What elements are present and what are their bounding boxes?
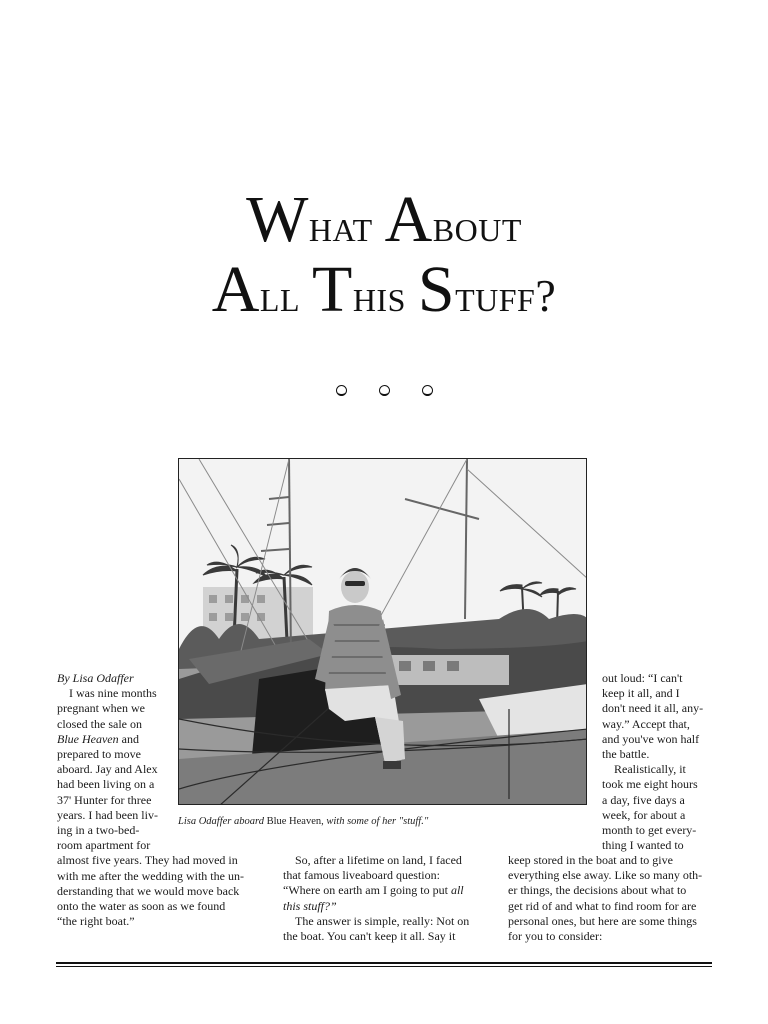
title-line-1: What About bbox=[246, 183, 522, 256]
text-line: month to get every- bbox=[602, 823, 697, 838]
text-line: So, after a lifetime on land, I faced bbox=[295, 853, 462, 867]
text-line: the boat. You can't keep it all. Say it bbox=[283, 929, 456, 944]
text-line: I was nine months bbox=[69, 686, 157, 701]
text-line: for you to consider: bbox=[508, 929, 603, 944]
text-line: The answer is simple, really: Not on bbox=[295, 913, 470, 928]
footer-rule bbox=[56, 962, 712, 964]
text-line: aboard. Jay and Alex bbox=[57, 762, 158, 777]
text-line: pregnant when we bbox=[57, 701, 145, 716]
text-line: “Where on earth am I going to put all bbox=[283, 883, 464, 898]
text-line: onto the water as soon as we found bbox=[57, 899, 226, 914]
text-line: that famous liveaboard question: bbox=[283, 868, 440, 883]
text-line: with me after the wedding with the un- bbox=[57, 868, 244, 883]
text-line: the battle. bbox=[602, 747, 650, 762]
title-line-2: All This Stuff? bbox=[211, 253, 557, 326]
text-line: Realistically, it bbox=[614, 762, 686, 777]
text-line: “the right boat.” bbox=[57, 914, 135, 929]
text-line: everything else away. Like so many oth- bbox=[508, 868, 703, 883]
ornament-circle-icon bbox=[422, 385, 433, 396]
photo-caption: Lisa Odaffer aboard Blue Heaven, with some of her "stuff." bbox=[178, 816, 429, 827]
text-line: took me eight hours bbox=[602, 777, 698, 792]
text-line: years. I had been liv- bbox=[57, 807, 158, 822]
text-line: 37' Hunter for three bbox=[57, 792, 152, 807]
text-line: a day, five days a bbox=[602, 792, 685, 807]
text-line: prepared to move bbox=[57, 747, 141, 762]
column-3-top bbox=[602, 671, 722, 853]
column-1 bbox=[57, 671, 285, 929]
text-line: room apartment for bbox=[57, 838, 151, 853]
text-line: and you've won half bbox=[602, 731, 700, 746]
text-line: keep it all, and I bbox=[602, 686, 680, 701]
text-line: this stuff?” bbox=[283, 898, 337, 913]
text-line: keep stored in the boat and to give bbox=[508, 853, 673, 867]
text-line: Blue Heaven and bbox=[57, 731, 139, 746]
text-line: er things, the decisions about what to bbox=[508, 883, 687, 898]
text-line: way.” Accept that, bbox=[602, 716, 690, 731]
ornament-circle-icon bbox=[336, 385, 347, 396]
text-line: derstanding that we would move back bbox=[57, 883, 240, 898]
title-ornament bbox=[0, 383, 768, 401]
text-line: had been living on a bbox=[57, 777, 155, 792]
text-line: don't need it all, any- bbox=[602, 701, 704, 716]
text-line: get rid of and what to find room for are bbox=[508, 898, 697, 913]
text-line: closed the sale on bbox=[57, 716, 142, 731]
article-title bbox=[0, 183, 768, 328]
text-line: out loud: “I can't bbox=[602, 671, 683, 685]
text-line: personal ones, but here are some things bbox=[508, 913, 697, 928]
text-line: thing I wanted to bbox=[602, 838, 684, 853]
column-2 bbox=[283, 853, 493, 944]
text-line: week, for about a bbox=[602, 807, 686, 822]
text-line: ing in a two-bed- bbox=[57, 823, 140, 838]
byline: By Lisa Odaffer bbox=[57, 671, 134, 685]
column-3-bottom bbox=[508, 853, 723, 944]
text-line: almost five years. They had moved in bbox=[57, 853, 238, 868]
footer-rule-thin bbox=[56, 966, 712, 967]
ornament-circle-icon bbox=[379, 385, 390, 396]
